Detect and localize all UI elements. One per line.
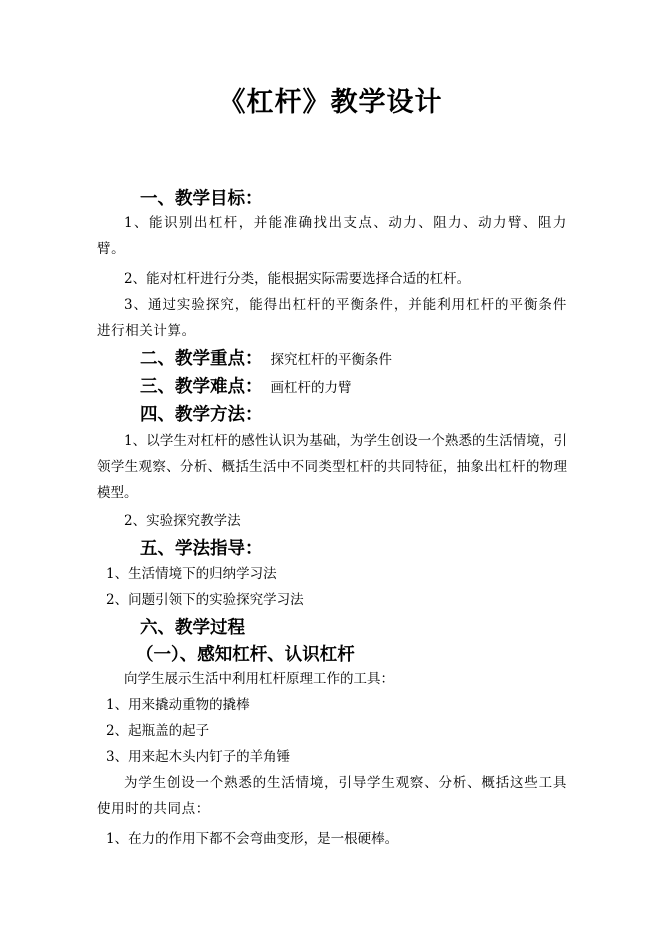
- method-item-1: 1、以学生对杠杆的感性认识为基础，为学生创设一个熟悉的生活情境，引领学生观察、分析、概括生活中不同类型杠杆的共同特征，抽象出杠杆的物理模型。: [97, 433, 567, 501]
- tool-item-3: 3、用来起木头内钉子的羊角锤: [106, 749, 291, 765]
- process-intro: 向学生展示生活中利用杠杆原理工作的工具：: [124, 671, 394, 687]
- difficulty-text: 画杠杆的力臂: [270, 380, 352, 396]
- tool-item-1: 1、用来撬动重物的撬棒: [106, 697, 250, 713]
- subheading-perceive-lever: （一）、感知杠杆、认识杠杆: [136, 645, 355, 665]
- tool-item-2: 2、起瓶盖的起子: [106, 723, 210, 739]
- key-point-text: 探究杠杆的平衡条件: [270, 352, 392, 368]
- process-summary: 为学生创设一个熟悉的生活情境，引导学生观察、分析、概括这些工具使用时的共同点：: [97, 775, 567, 817]
- heading-difficulty: [140, 373, 352, 398]
- document-title: 《杠杆》教学设计: [218, 87, 443, 118]
- common-point-1: 1、在力的作用下都不会弯曲变形，是一根硬棒。: [106, 831, 399, 847]
- method-item-2: 2、实验探究教学法: [124, 513, 241, 529]
- heading-objectives: 一、教学目标：: [140, 189, 263, 209]
- objective-item-2: 2、能对杠杆进行分类，能根据实际需要选择合适的杠杆。: [124, 271, 471, 287]
- heading-guidance: 五、学法指导：: [140, 539, 263, 559]
- heading-key-point: [140, 345, 392, 370]
- guidance-item-2: 2、问题引领下的实验探究学习法: [106, 592, 304, 608]
- objective-item-1: 1、能识别出杠杆，并能准确找出支点、动力、阻力、动力臂、阻力臂。: [97, 215, 567, 257]
- heading-process: 六、教学过程: [140, 618, 245, 638]
- guidance-item-1: 1、生活情境下的归纳学习法: [106, 566, 277, 582]
- difficulty-label: 三、教学难点：: [140, 377, 263, 397]
- key-point-label: 二、教学重点：: [140, 349, 263, 369]
- objective-item-3: 3、通过实验探究，能得出杠杆的平衡条件，并能利用杠杆的平衡条件进行相关计算。: [97, 297, 567, 339]
- heading-methods: 四、教学方法：: [140, 405, 263, 425]
